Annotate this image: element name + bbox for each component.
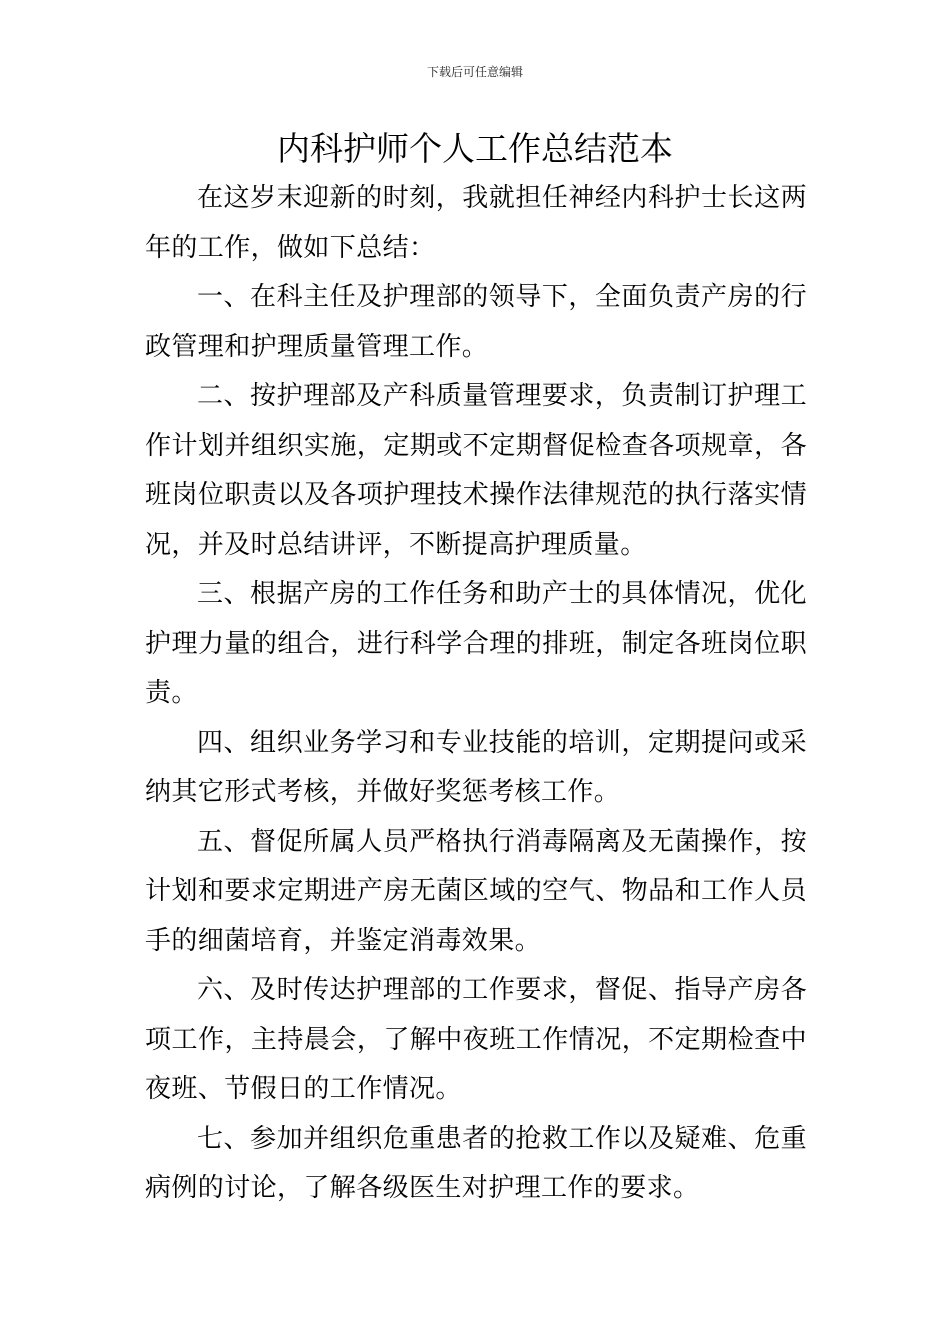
paragraph-item-1: 一、在科主任及护理部的领导下，全面负责产房的行政管理和护理质量管理工作。 [145,282,807,362]
paragraph-intro: 在这岁末迎新的时刻，我就担任神经内科护士长这两年的工作，做如下总结： [145,183,807,263]
document-body [145,174,807,1214]
paragraph-item-3: 三、根据产房的工作任务和助产士的具体情况，优化护理力量的组合，进行科学合理的排班，制定各班岗位职责。 [145,579,807,708]
paragraph-item-7: 七、参加并组织危重患者的抢救工作以及疑难、危重病例的讨论，了解各级医生对护理工作的要求。 [145,1123,807,1203]
header-note: 下载后可任意编辑 [426,65,523,79]
paragraph-item-5: 五、督促所属人员严格执行消毒隔离及无菌操作，按计划和要求定期进产房无菌区域的空气、物品和工作人员手的细菌培育，并鉴定消毒效果。 [145,826,807,956]
paragraph-item-2: 二、按护理部及产科质量管理要求，负责制订护理工作计划并组织实施，定期或不定期督促检查各项规章，各班岗位职责以及各项护理技术操作法律规范的执行落实情况，并及时总结讲评，不断提高护理质量。 [145,381,807,560]
paragraph-item-4: 四、组织业务学习和专业技能的培训，定期提问或采纳其它形式考核，并做好奖惩考核工作。 [145,727,807,807]
document-title: 内科护师个人工作总结范本 [277,129,673,168]
paragraph-item-6: 六、及时传达护理部的工作要求，督促、指导产房各项工作，主持晨会，了解中夜班工作情况，不定期检查中夜班、节假日的工作情况。 [145,975,807,1104]
